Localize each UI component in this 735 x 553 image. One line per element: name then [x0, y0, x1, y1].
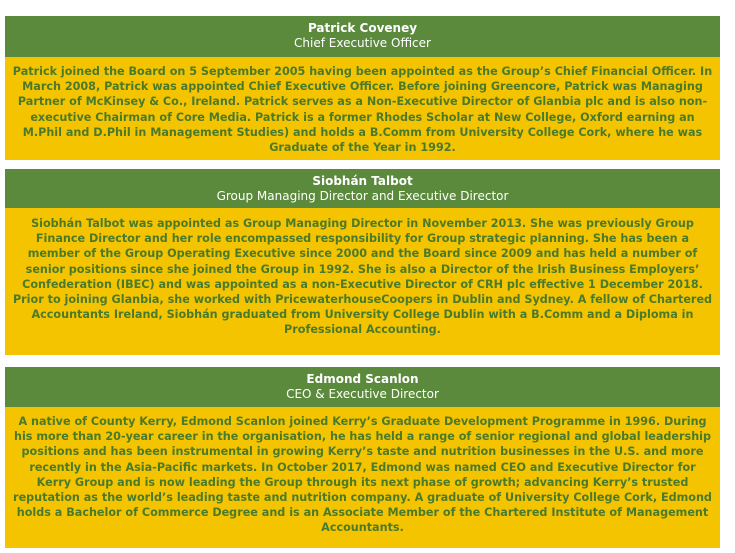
profile-card-edmond-scanlon [5, 367, 720, 548]
profile-card-patrick-coveney [5, 16, 720, 160]
profile-header [5, 367, 720, 407]
profile-name: Siobhán Talbot [312, 174, 413, 188]
profile-name: Patrick Coveney [307, 21, 418, 35]
profile-card-siobhan-talbot [5, 169, 720, 355]
profile-header [5, 169, 720, 208]
profile-bio: Patrick joined the Board on 5 September 2005 having been appointed as the Group’s Chief Financial Officer. In March 2008, Patrick was appointed Chief Executive Officer. Before joining Greencore, Patrick was Managing Partner of McKinsey & Co., Ireland. Patrick serves as a Non-Executive Director of Glanbia plc and is also non-executive Chairman of Core Media. Patrick is a former Rhodes Scholar at New College, Oxford earning an M.Phil and D.Phil in Management Studies) and holds a B.Comm from University College Cork, where he was Graduate of the Year in 1992. [5, 57, 720, 160]
profile-role: Chief Executive Officer [294, 36, 431, 50]
profile-bio: Siobhán Talbot was appointed as Group Managing Director in November 2013. She was previously Group Finance Director and her role encompassed responsibility for Group strategic planning. She has been a member of the Group Operating Executive since 2000 and the Board since 2009 and has held a number of senior positions since she joined the Group in 1992. She is also a Director of the Irish Business Employers’ Confederation (IBEC) and was appointed as a non-Executive Director of CRH plc effective 1 December 2018. Prior to joining Glanbia, she worked with PricewaterhouseCoopers in Dublin and Sydney. A fellow of Chartered Accountants Ireland, Siobhán graduated from University College Dublin with a B.Comm and a Diploma in Professional Accounting. [5, 208, 720, 355]
profile-role: Group Managing Director and Executive Director [216, 189, 509, 203]
profile-header [5, 16, 720, 57]
profile-role: CEO & Executive Director [286, 387, 439, 401]
profile-name: Edmond Scanlon [306, 372, 419, 386]
profile-bio: A native of County Kerry, Edmond Scanlon joined Kerry’s Graduate Development Programme in 1996. During his more than 20-year career in the organisation, he has held a range of senior regional and global leadership positions and has been instrumental in growing Kerry’s taste and nutrition businesses in the U.S. and more recently in the Asia-Pacific markets. In October 2017, Edmond was named CEO and Executive Director for Kerry Group and is now leading the Group through its next phase of growth; advancing Kerry’s trusted reputation as the world’s leading taste and nutrition company. A graduate of University College Cork, Edmond holds a Bachelor of Commerce Degree and is an Associate Member of the Chartered Institute of Management Accountants. [5, 407, 720, 548]
